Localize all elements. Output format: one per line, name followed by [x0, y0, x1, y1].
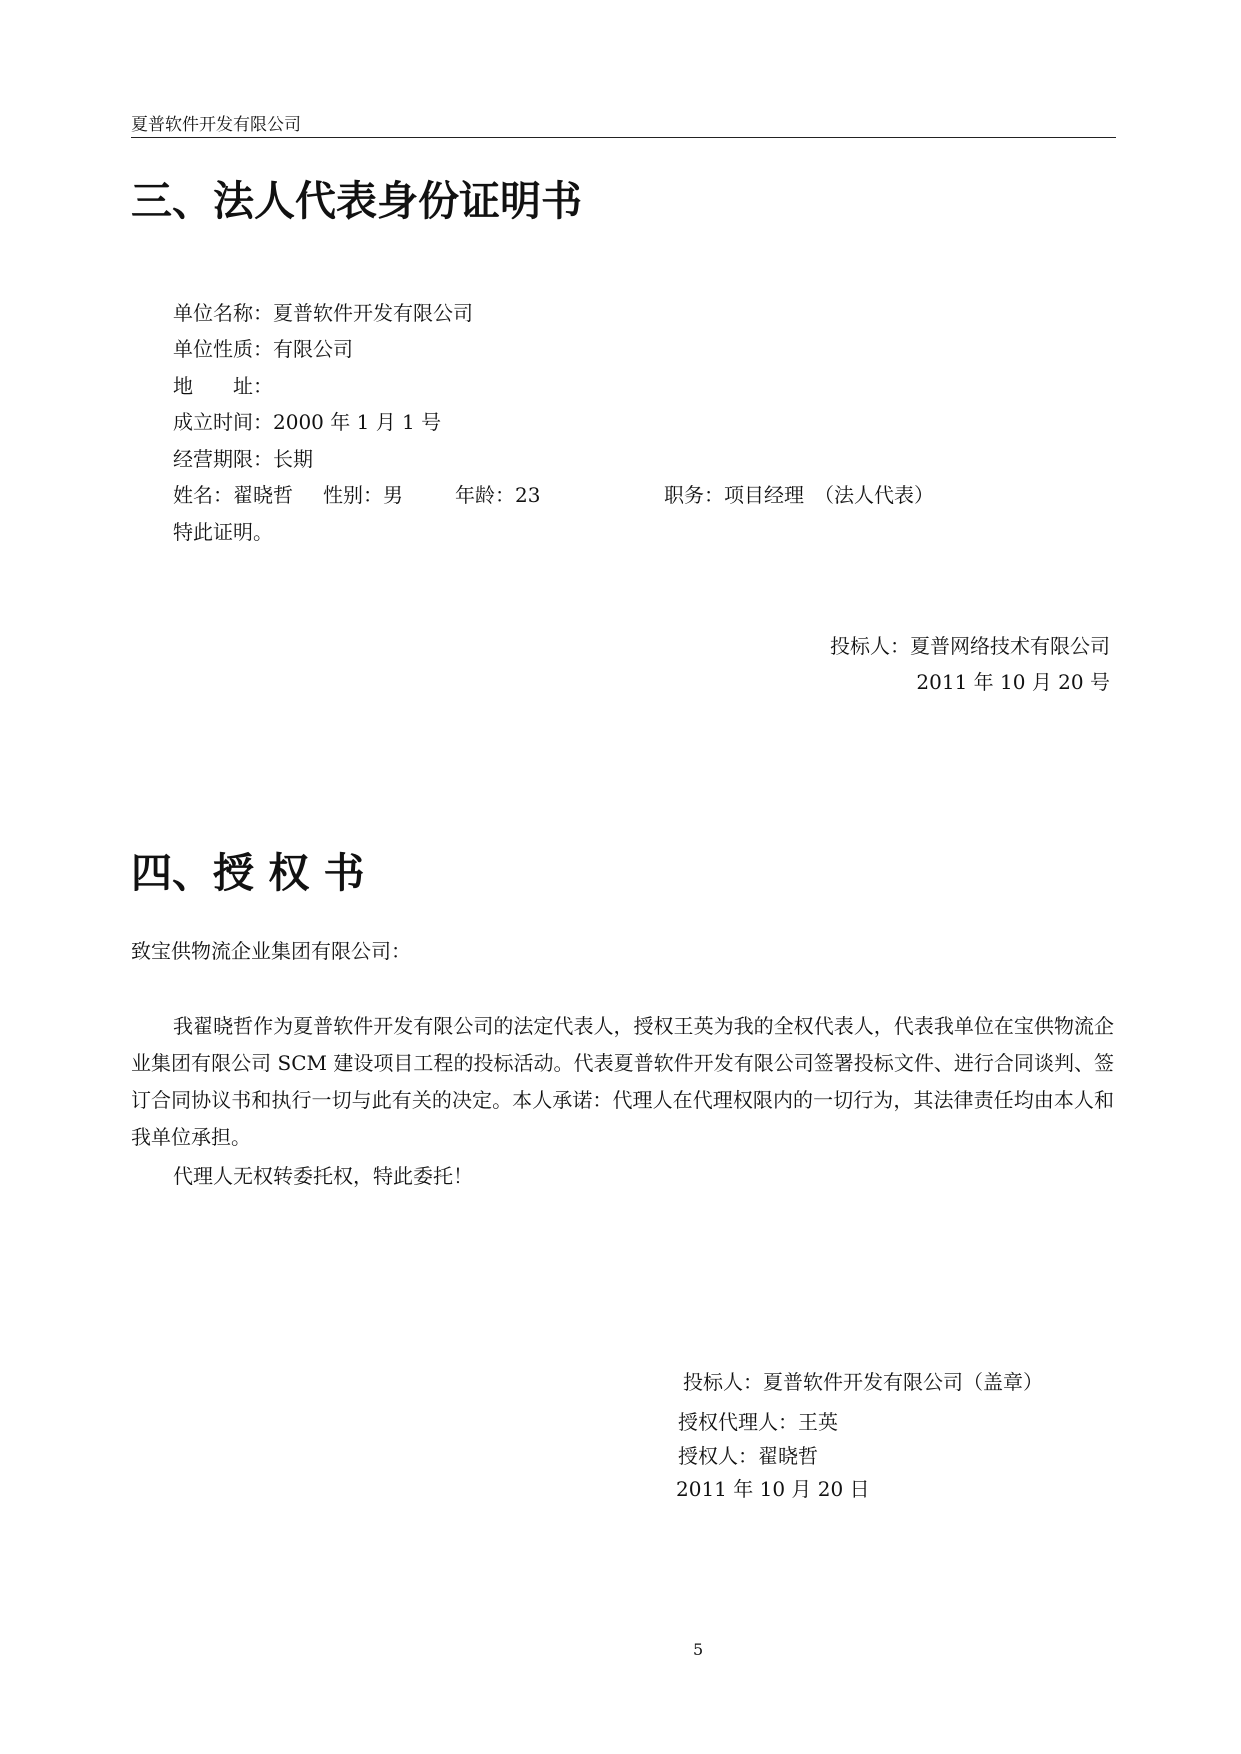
authorized-agent: 授权代理人：王英	[678, 1410, 838, 1434]
certify-line: 特此证明。	[173, 520, 273, 544]
no-delegate-line: 代理人无权转委托权，特此委托！	[173, 1164, 473, 1188]
page-number: 5	[693, 1640, 704, 1659]
authorization-text: 我翟晓哲作为夏普软件开发有限公司的法定代表人，授权王英为我的全权代表人，代表我单位在宝供物流企业集团有限公司 SCM 建设项目工程的投标活动。代表夏普软件开发有限公司签署投标文件、进行合同谈判、签订合同协议书和执行一切与此有关的决定。本人承诺：代理人在代理权限内的一切行为，其法律责任均由本人和我单位承担。	[131, 1014, 1114, 1149]
running-header: 夏普软件开发有限公司	[131, 115, 301, 135]
section-4-title: 四、授 权 书	[131, 849, 365, 897]
age-field: 年龄：23	[455, 483, 541, 507]
position-field: 职务：项目经理 （法人代表）	[664, 483, 934, 507]
section-3-bidder: 投标人：夏普网络技术有限公司	[830, 634, 1110, 658]
section-3-title: 三、法人代表身份证明书	[131, 177, 582, 225]
address-line: 地 址：	[173, 374, 273, 398]
authorizer: 授权人：翟晓哲	[678, 1444, 818, 1468]
unit-nature-line: 单位性质：有限公司	[173, 337, 353, 361]
section-4-date: 2011 年 10 月 20 日	[676, 1477, 870, 1501]
section-3-date: 2011 年 10 月 20 号	[916, 670, 1110, 694]
unit-name-line: 单位名称：夏普软件开发有限公司	[173, 301, 473, 325]
authorization-paragraph	[131, 1008, 1114, 1156]
header-divider	[131, 137, 1116, 138]
addressee-line: 致宝供物流企业集团有限公司：	[131, 939, 411, 963]
term-line: 经营期限：长期	[173, 447, 313, 471]
gender-field: 性别：男	[323, 483, 403, 507]
section-4-bidder: 投标人：夏普软件开发有限公司（盖章）	[683, 1370, 1043, 1394]
founded-line: 成立时间：2000 年 1 月 1 号	[173, 410, 442, 434]
name-field: 姓名：翟晓哲	[173, 483, 293, 507]
